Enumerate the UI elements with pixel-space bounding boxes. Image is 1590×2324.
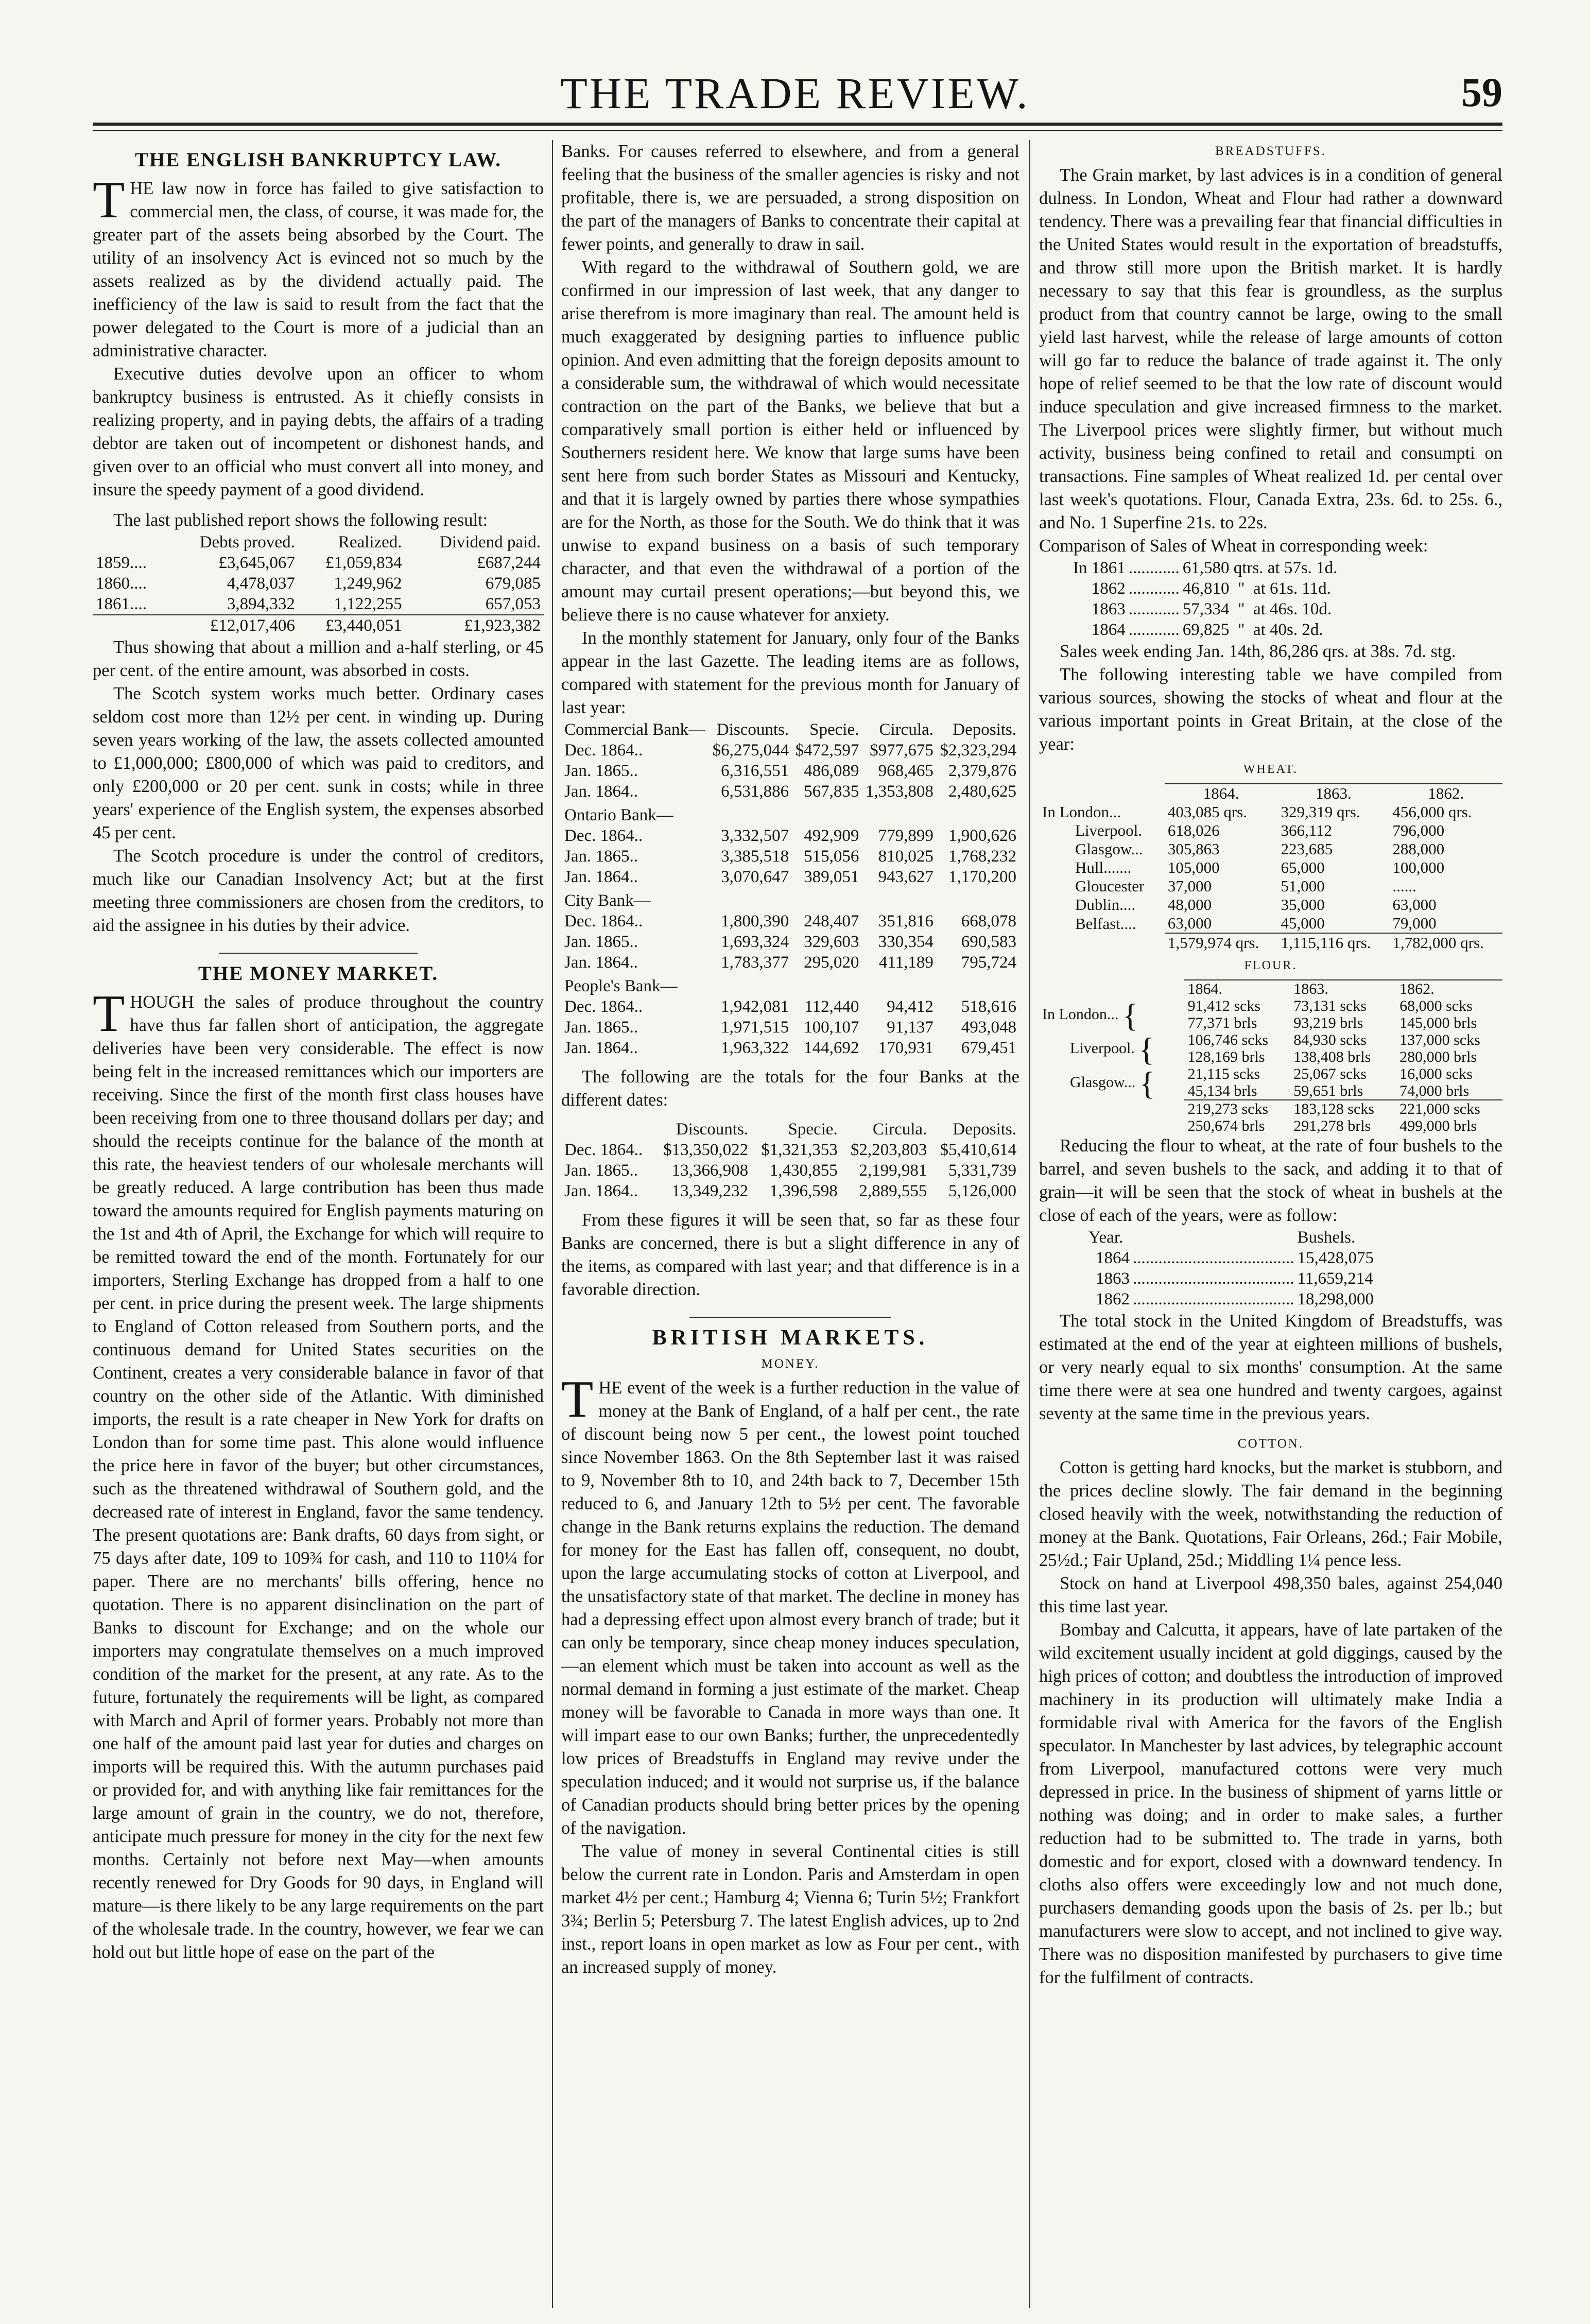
bankruptcy-paragraph: THE law now in force has failed to give satisfaction to commercial men, the class, of course, it was made for, the greater part of the assets being absorbed by the Court. The utility of an insolvency Act is evinced not so much by the assets realized as by the dividend actually paid. The inefficiency of the law is said to result from the fact that the power delegated to the Court is more of a judicial than an administrative character. xyxy=(93,171,544,360)
money-subheading: MONEY. xyxy=(761,1357,820,1371)
drop-cap: T xyxy=(93,171,125,229)
table-row: In 1861 ............ 61,580 qtrs. at 57s. 1d. xyxy=(1073,559,1338,577)
table-row: Dec. 1864.. 3,332,507 492,909 779,899 1,900,626 xyxy=(564,827,1016,845)
column-header: Bushels. xyxy=(1297,1228,1356,1247)
money-market-paragraph: The following are the totals for the four Banks at the different dates: xyxy=(561,1067,1019,1110)
drop-cap: T xyxy=(93,985,125,1043)
bushels-table xyxy=(1085,1227,1377,1310)
table-row: Jan. 1865.. 3,385,518 515,056 810,025 1,768,232 xyxy=(564,847,1016,866)
money-market-paragraph: From these figures it will be seen that, so far as these four Banks are concerned, there is but a slight difference in any of the items, as compared with last year; and that difference is in a favorable direction. xyxy=(561,1210,1019,1299)
column-1 xyxy=(93,140,544,2311)
breadstuffs-paragraph: The total stock in the United Kingdom of Breadstuffs, was estimated at the end of the year at eighteen millions of bushels, or very nearly equal to six months' consumption. At the same time there were at sea one hundred and twenty cargoes, against seventy at the same time in the previous years. xyxy=(1039,1311,1502,1423)
breadstuffs-paragraph: Reducing the flour to wheat, at the rate of four bushels to the barrel, and seven bushels to the sack, and adding it to that of grain—it will be seen that the stock of wheat in bushels at the close of each of the years, were as follow: xyxy=(1039,1136,1502,1225)
table-row: Dec. 1864.. $13,350,022 $1,321,353 $2,203,803 $5,410,614 xyxy=(564,1141,1016,1159)
table-row: Glasgow... 305,863 223,685 288,000 xyxy=(1075,840,1445,858)
bankruptcy-table xyxy=(93,532,544,636)
table-row: In London... 403,085 qrs. 329,319 qrs. 456,000 qrs. xyxy=(1042,803,1472,821)
table-row: Jan. 1864.. 6,531,886 567,835 1,353,808 2,480,625 xyxy=(564,782,1016,801)
bank-name: City Bank— xyxy=(564,891,651,910)
wheat-caption: WHEAT. xyxy=(1243,763,1299,776)
table-row: Liverpool. 618,026 366,112 796,000 xyxy=(1075,821,1445,839)
column-header: Circula. xyxy=(872,1120,927,1139)
table-row: 45,134 brls 59,651 brls 74,000 brls xyxy=(1187,1082,1470,1099)
bankruptcy-paragraph: The last published report shows the following result: xyxy=(113,510,488,530)
money-market-paragraph: THOUGH the sales of produce throughout the country have thus far fallen short of anticipation, the aggregate deliveries have been very considerable. The effect is now being felt in the increased remittances which our importers are receiving. Since the first of the month first class houses have been receiving from one to three thousand dollars per day; and should the receipts continue for the balance of the month at this rate, the heaviest tenders of our wholesale merchants will be greatly reduced. A large contribution has been thus made toward the amounts required for English payments maturing on the 1st and 4th of April, the Exchange for which will require to be remitted toward the end of the month. Fortunately for our importers, Sterling Exchange has dropped from a half to one per cent. in price during the present week. The large shipments to England of Cotton released from Southern ports, and the continuous demand for United States securities on the Continent, creates a very considerable balance in favor of that country on the other side of the Atlantic. With diminished imports, the result is a rate cheaper in New York for drafts on London than for some time past. This alone would influence the price here in favor of the buyer; but other circumstances, such as the threatened withdrawal of Southern gold, and the decreased rate of interest in England, favor the same tendency. The present quotations are: Bank drafts, 60 days from sight, or 75 days after date, 109 to 109¾ for cash, and 110 to 110¼ for paper. There are no merchants' bills offering, hence no quotation. There is no apparent disinclination on the part of Banks to discount for Exchange; and on the whole our importers may congratulate themselves on a much improved condition of the market for the present, at any rate. As to the future, fortunately the requirements will be light, as compared with March and April of former years. Probably not more than one half of the amount paid last year for duties and charges on imports will be required this. With the autumn purchases paid or provided for, and with anything like fair remittances for the large amount of grain in the country, we do not, therefore, anticipate much pressure for money in the city for the next few months. Certainly not before next May—when amounts recently renewed for Dry Goods for 90 days, in England will mature—is there likely to be any large requirements on the part of the wholesale trade. In the country, however, we fear we can hold out but little hope of ease on the part of the xyxy=(93,985,544,1962)
column-header: Discounts. xyxy=(716,720,789,739)
table-row: 1861.... 3,894,332 1,122,255 657,053 xyxy=(96,595,541,613)
money-market-paragraph: With regard to the withdrawal of Southern gold, we are confirmed in our impression of last week, that any danger to arise therefrom is more imaginary than real. The amount held is much exaggerated by designing parties to influence public opinion. And even admitting that the foreign deposits amount to a considerable sum, the withdrawal of which would necessitate contraction on the part of the Banks, we believe that but a comparatively small portion is either held or influenced by Southerners resident here. We know that large sums have been sent here from such border States as Missouri and Kentucky, and that it is largely owned by parties there whose sympathies are for the North, as those for the South. We do think that it was unwise to expand business on a basis of such temporary character, and that even the withdrawal of a portion of the amount may curtail present operations;—but beyond this, we believe there is no cause whatever for anxiety. xyxy=(561,257,1019,625)
cotton-paragraph: Cotton is getting hard knocks, but the market is stubborn, and the prices decline slowly. The fair demand in the beginning closed heavily with the week, notwithstanding the reduction of money at the Bank. Quotations, Fair Orleans, 26d.; Fair Mobile, 25½d.; Fair Upland, 25d.; Middling 1¼ pence less. xyxy=(1039,1458,1502,1570)
table-row: 1860.... 4,478,037 1,249,962 679,085 xyxy=(96,574,541,593)
table-row: Gloucester 37,000 51,000 ...... xyxy=(1075,877,1416,895)
british-money-paragraph: THE event of the week is a further reduction in the value of money at the Bank of England, of a half per cent., the rate of discount being now 5 per cent., the lowest point touched since November 1863. On the 8th September last it was raised to 9, November 8th to 10, and 24th back to 7, December 15th reduced to 6, and January 12th to 5½ per cent. The favorable change in the Bank returns explains the reduction. The demand for money for the East has fallen off, consequent, no doubt, upon the large accumulating stocks of cotton at Liverpool, and the unsatisfactory state of that market. The decline in money has had a depressing effect upon almost every branch of trade; but it can only be temporary, since cheap money induces speculation,—an element which must be taken into account as well as the normal demand in forming a just estimate of the market. Cheap money will be favorable to Canada in more ways than one. It will impart ease to our own Banks; further, the unprecedentedly low prices of Breadstuffs in England may revive under the speculation induced; and it would not surprise us, if the balance of Canadian products should bring better prices by the opening of the navigation. xyxy=(561,1370,1019,1838)
table-row: In London... { 91,412 scks 73,131 scks 68,000 scks xyxy=(1042,997,1473,1034)
column-header: Specie. xyxy=(788,1120,838,1139)
breadstuffs-heading: BREADSTUFFS. xyxy=(1215,144,1326,158)
column-header: 1863. xyxy=(1290,980,1396,997)
column-divider xyxy=(552,140,553,2308)
table-row: Jan. 1865.. 1,693,324 329,603 330,354 690,583 xyxy=(564,933,1016,951)
cotton-heading: COTTON. xyxy=(1237,1437,1304,1451)
cotton-paragraph: Stock on hand at Liverpool 498,350 bales, against 254,040 this time last year. xyxy=(1039,1574,1502,1616)
table-row: Dec. 1864.. $6,275,044 $472,597 $977,675 $2,323,294 xyxy=(564,741,1016,760)
table-row: 77,371 brls 93,219 brls 145,000 brls xyxy=(1187,1014,1477,1031)
table-row: Jan. 1864.. 1,783,377 295,020 411,189 795,724 xyxy=(564,953,1016,972)
bankruptcy-paragraph: Thus showing that about a million and a-half sterling, or 45 per cent. of the entire amount, was absorbed in costs. xyxy=(93,638,544,680)
table-row: Hull....... 105,000 65,000 100,000 xyxy=(1075,858,1445,876)
british-markets-heading: BRITISH MARKETS. xyxy=(652,1326,929,1350)
money-market-continued: Banks. For causes referred to elsewhere, and from a general feeling that the business of the smaller agencies is risky and not profitable, there is, we are persuaded, a strong disposition on the part of the managers of Banks to concentrate their capital at fewer points, and generally to draw in sail. xyxy=(561,142,1019,254)
drop-cap: T xyxy=(561,1370,594,1428)
header-rule-thin xyxy=(93,130,1502,131)
page-number: 59 xyxy=(1461,70,1502,115)
table-row: Jan. 1864.. 13,349,232 1,396,598 2,889,555 5,126,000 xyxy=(564,1182,1016,1200)
table-row: 1859.... £3,645,067 £1,059,834 £687,244 xyxy=(96,554,541,572)
table-total-row: 250,674 brls 291,278 brls 499,000 brls xyxy=(1187,1117,1477,1134)
bankruptcy-paragraph: The Scotch system works much better. Ordinary cases seldom cost more than 12½ per cent. in winding up. During seven years working of the law, the assets collected amounted to £1,000,000; £800,000 of which was paid to creditors, and only £200,000 or 20 per cent. sunk in costs; while in three years' experience of the English system, the expenses absorbed 45 per cent. xyxy=(93,684,544,842)
column-header: Deposits. xyxy=(953,720,1016,739)
column-3 xyxy=(1039,140,1502,2311)
breadstuffs-paragraph: The Grain market, by last advices is in a condition of general dulness. In London, Wheat and Flour had rather a downward tendency. There was a prevailing fear that financial difficulties in the United States would result in the exportation of breadstuffs, and throw still more upon the British market. It is hardly necessary to say that this fear is groundless, as the surplus product from that country cannot be large, owing to the small yield last harvest, while the release of large amounts of cotton will go far to reduce the balance of trade against it. The only hope of relief seemed to be that the low rate of discount would induce speculation and give increased firmness to the market. The Liverpool prices were slightly firmer, but without much activity, business being confined to retail and consumpti on transactions. Fine samples of Wheat realized 1d. per cental over last week's quotations. Flour, Canada Extra, 23s. 6d. to 25s. 6., and No. 1 Superfine 21s. to 22s. xyxy=(1039,165,1502,532)
column-2 xyxy=(561,140,1019,2311)
column-header: 1864. xyxy=(1165,784,1278,803)
bank-totals-table xyxy=(561,1119,1019,1201)
flour-stocks-table xyxy=(1039,979,1502,1134)
bankruptcy-heading: THE ENGLISH BANKRUPTCY LAW. xyxy=(134,149,502,171)
table-row: 128,169 brls 138,408 brls 280,000 brls xyxy=(1187,1048,1477,1065)
column-header: Debts proved. xyxy=(199,533,295,552)
table-row: Jan. 1865.. 1,971,515 100,107 91,137 493,048 xyxy=(564,1018,1016,1037)
table-row: 1864 ............ 69,825 " at 40s. 2d. xyxy=(1091,621,1323,639)
column-header: Specie. xyxy=(809,720,859,739)
column-header: Deposits. xyxy=(953,1120,1016,1139)
bank-name: Commercial Bank— xyxy=(564,720,706,739)
breadstuffs-paragraph: The following interesting table we have compiled from various sources, showing the stocks of wheat and flour at the various important points in Great Britain, at the close of the year: xyxy=(1039,665,1502,754)
table-row: Jan. 1864.. 3,070,647 389,051 943,627 1,170,200 xyxy=(564,868,1016,886)
column-header: Realized. xyxy=(338,533,402,552)
wheat-stocks-table xyxy=(1039,783,1502,952)
header-rule-thick xyxy=(93,123,1502,126)
bank-name: Ontario Bank— xyxy=(564,806,673,824)
cotton-paragraph: Bombay and Calcutta, it appears, have of late partaken of the wild excitement usually incident at gold diggings, caused by the high prices of cotton; and doubtless the introduction of improved machinery in its production will ultimately make India a formidable rival with America for the favors of the English speculator. In Manchester by last advices, by telegraphic account from Liverpool, manufactured cottons were very much depressed in price. In the business of shipment of yarns little or nothing was doing; and in order to make sales, a further reduction had to be submitted to. The trade in yarns, both domestic and for export, closed with a downward tendency. In cloths also offers were exceedingly low and not much done, purchasers demanding goods upon the basis of 2s. per lb.; but manufacturers were slow to accept, and not inclined to give way. There was no disposition manifested by purchasers to give time for the fulfilment of contracts. xyxy=(1039,1620,1502,1987)
column-divider xyxy=(1029,140,1030,2308)
page-title: THE TRADE REVIEW. xyxy=(560,68,1030,118)
table-row: Jan. 1865.. 6,316,551 486,089 968,465 2,379,876 xyxy=(564,762,1016,780)
table-row: Dublin.... 48,000 35,000 63,000 xyxy=(1075,896,1437,914)
column-header: Year. xyxy=(1088,1228,1124,1247)
table-row: 1863 ...................................... 11,659,214 xyxy=(1096,1269,1373,1288)
bank-name: People's Bank— xyxy=(564,977,678,995)
british-money-paragraph: The value of money in several Continental cities is still below the current rate in London. Paris and Amsterdam in open market 4½ per cent.; Hamburg 4; Vienna 6; Turin 5½; Frankfort 3¾; Berlin 5; Petersburg 7. The latest English advices, up to 2nd inst., report loans in open market as low as Four per cent., with an increased supply of money. xyxy=(561,1841,1019,1977)
table-total-row: 219,273 scks 183,128 scks 221,000 scks xyxy=(1039,1100,1502,1117)
money-market-paragraph: In the monthly statement for January, only four of the Banks appear in the last Gazette. The leading items are as follows, compared with statement for the previous month for January of last year: xyxy=(561,628,1019,717)
money-market-heading: THE MONEY MARKET. xyxy=(198,962,439,985)
breadstuffs-paragraph: Sales week ending Jan. 14th, 86,286 qrs. at 38s. 7d. stg. xyxy=(1060,642,1456,661)
table-total-row: 1,579,974 qrs. 1,115,116 qrs. 1,782,000 qrs. xyxy=(1039,933,1502,952)
table-row: Jan. 1865.. 13,366,908 1,430,855 2,199,981 5,331,739 xyxy=(564,1161,1016,1180)
table-row: 1864 ...................................... 15,428,075 xyxy=(1096,1249,1374,1267)
table-row: 1862 ...................................... 18,298,000 xyxy=(1096,1290,1374,1309)
table-row: Dec. 1864.. 1,800,390 248,407 351,816 668,078 xyxy=(564,912,1016,931)
breadstuffs-paragraph: Comparison of Sales of Wheat in corresponding week: xyxy=(1039,536,1428,556)
column-header: 1862. xyxy=(1396,980,1502,997)
table-row: 1862 ............ 46,810 " at 61s. 11d. xyxy=(1091,579,1331,598)
column-header: 1864. xyxy=(1184,980,1290,997)
table-row: Liverpool. { 106,746 scks 84,930 scks 137,000 scks xyxy=(1070,1031,1480,1068)
bank-statement-table xyxy=(561,719,1019,1058)
table-total-row: £12,017,406 £3,440,051 £1,923,382 xyxy=(93,615,544,636)
table-row: Jan. 1864.. 1,963,322 144,692 170,931 679,451 xyxy=(564,1039,1016,1057)
bankruptcy-paragraph: Executive duties devolve upon an officer to whom bankruptcy business is entrusted. As it chiefly consists in realizing property, and in paying debts, the affairs of a trading debtor are taken out of incompetent or dishonest hands, and given over to an official who must convert all into money, and insure the speedy payment of a good dividend. xyxy=(93,364,544,500)
table-row: 1863 ............ 57,334 " at 46s. 10d. xyxy=(1091,600,1332,618)
section-divider xyxy=(219,953,417,954)
table-row: Belfast.... 63,000 45,000 79,000 xyxy=(1075,914,1437,933)
bankruptcy-paragraph: The Scotch procedure is under the control of creditors, much like our Canadian Insolvency Act; but at the first meeting three commissioners are chosen from the creditors, to aid the assignee in his duties by their advice. xyxy=(93,846,544,935)
column-header: Circula. xyxy=(879,720,934,739)
table-row: Glasgow... { 21,115 scks 25,067 scks 16,000 scks xyxy=(1070,1065,1473,1102)
wheat-sales-table xyxy=(1070,558,1340,640)
column-header: Discounts. xyxy=(676,1120,749,1139)
column-header: 1863. xyxy=(1277,784,1389,803)
column-header: 1862. xyxy=(1389,784,1502,803)
table-row: Dec. 1864.. 1,942,081 112,440 94,412 518,616 xyxy=(564,997,1016,1016)
section-divider xyxy=(689,1317,891,1318)
flour-caption: FLOUR. xyxy=(1244,959,1298,972)
column-header: Dividend paid. xyxy=(439,533,541,552)
